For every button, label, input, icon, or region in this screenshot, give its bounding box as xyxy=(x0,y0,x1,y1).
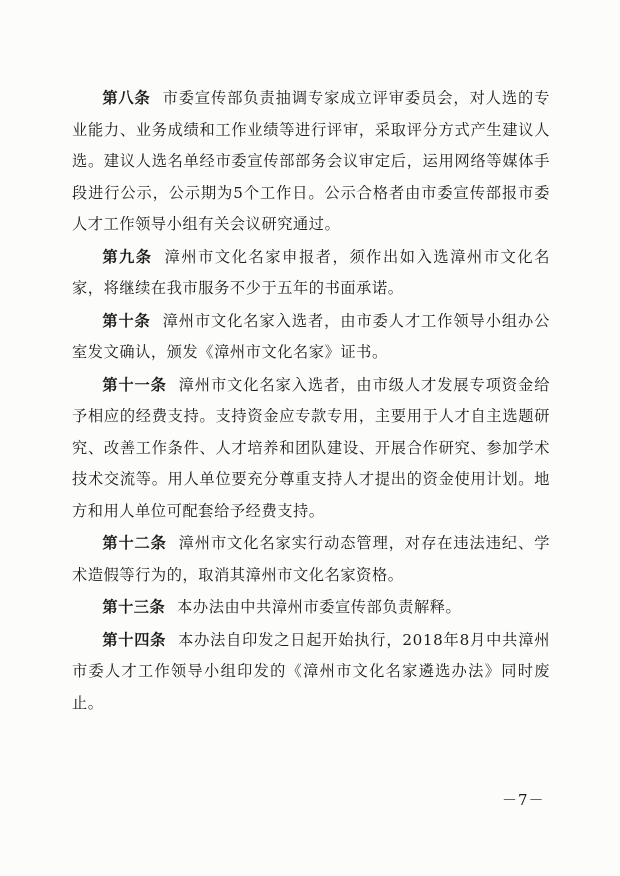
article-9 xyxy=(72,242,550,305)
article-text: 漳州市文化名家实行动态管理，对存在违法违纪、学术造假等行为的，取消其漳州市文化名家资格。 xyxy=(72,534,550,584)
article-text: 漳州市文化名家入选者，由市级人才发展专项资金给予相应的经费支持。支持资金应专款专用，主要用于人才自主选题研究、改善工作条件、人才培养和团队建设、开展合作研究、参加学术技术交流等。用人单位要充分尊重支持人才提出的资金使用计划。地方和用人单位可配套给予经费支持。 xyxy=(72,375,550,520)
article-text: 市委宣传部负责抽调专家成立评审委员会，对人选的专业能力、业务成绩和工作业绩等进行评审，采取评分方式产生建议人选。建议人选名单经市委宣传部部务会议审定后，运用网络等媒体手段进行公示，公示期为5个工作日。公示合格者由市委宣传部报市委人才工作领导小组有关会议研究通过。 xyxy=(72,89,551,233)
article-heading: 第十二条 xyxy=(102,534,167,552)
article-heading: 第八条 xyxy=(102,89,151,107)
article-11 xyxy=(72,370,550,528)
article-text: 本办法由中共漳州市委宣传部负责解释。 xyxy=(177,598,462,616)
article-12 xyxy=(72,528,550,591)
article-8 xyxy=(72,83,550,241)
article-14 xyxy=(72,625,550,720)
article-heading: 第十一条 xyxy=(102,375,167,394)
article-10 xyxy=(72,306,550,369)
article-heading: 第十条 xyxy=(102,311,151,330)
page-number: －7－ xyxy=(502,791,545,809)
article-heading: 第九条 xyxy=(102,247,153,266)
document-body xyxy=(72,83,550,720)
article-text: 漳州市文化名家申报者，须作出如入选漳州市文化名家，将继续在我市服务不少于五年的书面承诺。 xyxy=(72,247,550,297)
article-text: 本办法自印发之日起开始执行，2018年8月中共漳州市委人才工作领导小组印发的《漳州市文化名家遴选办法》同时废止。 xyxy=(72,630,550,712)
article-heading: 第十三条 xyxy=(102,598,166,616)
article-heading: 第十四条 xyxy=(102,630,167,649)
article-text: 漳州市文化名家入选者，由市委人才工作领导小组办公室发文确认，颁发《漳州市文化名家》证书。 xyxy=(72,311,551,361)
article-13 xyxy=(72,592,550,624)
